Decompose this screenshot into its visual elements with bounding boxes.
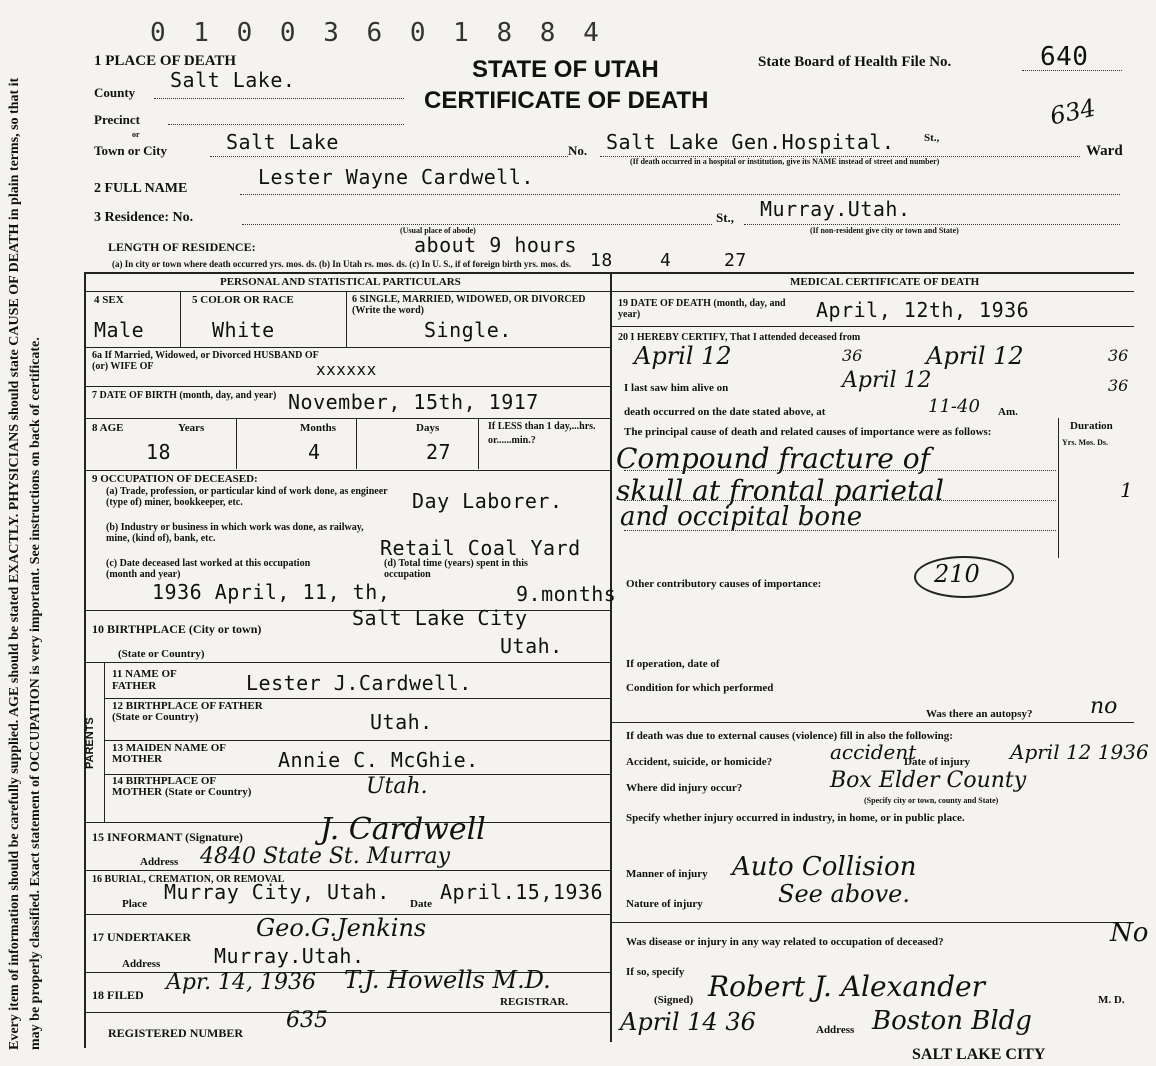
duration-value: 1 [1120, 478, 1133, 502]
occurred-label: death occurred on the date stated above, at [624, 406, 826, 418]
color-label: 5 COLOR OR RACE [192, 294, 294, 306]
code-value: 210 [934, 560, 980, 588]
hospital-value: Salt Lake Gen.Hospital. [606, 130, 895, 154]
residence-st-label: St., [716, 210, 735, 225]
operation-label: If operation, date of [626, 658, 720, 670]
burial-date: April.15,1936 [440, 880, 604, 904]
birthplace-label: 10 BIRTHPLACE (City or town) [92, 622, 262, 636]
filed-date: Apr. 14, 1936 [166, 970, 317, 995]
medical-header: MEDICAL CERTIFICATE OF DEATH [790, 276, 980, 288]
abode-note: (Usual place of abode) [400, 226, 476, 235]
serial-number: 0 1 0 0 3 6 0 1 8 8 4 [150, 18, 605, 48]
physician-address: Boston Bldg [872, 1006, 1032, 1036]
manner-label: Manner of injury [626, 868, 708, 880]
informant-label: 15 INFORMANT (Signature) [92, 830, 243, 844]
autopsy-value: no [1090, 694, 1118, 719]
utah-ds: 27 [724, 250, 747, 271]
burial-date-label: Date [410, 898, 432, 910]
signed-label: (Signed) [654, 994, 694, 1006]
residence-city: Murray.Utah. [760, 197, 911, 221]
registrar-label: REGISTRAR. [500, 996, 569, 1008]
dod-label: 19 DATE OF DEATH (month, day, and year) [618, 298, 786, 320]
manner-value: Auto Collision [732, 852, 917, 882]
years-label: Years [178, 422, 205, 434]
lessthan-label: If LESS than 1 day,...hrs. or......min.? [488, 421, 596, 446]
burial-place-label: Place [122, 898, 148, 910]
parents-label: PARENTS [84, 717, 96, 769]
st-label: St., [924, 132, 940, 144]
length-label: LENGTH OF RESIDENCE: [108, 240, 256, 254]
injury-date-label: Date of injury [904, 756, 970, 768]
informant-address-label: Address [140, 856, 179, 868]
hospital-note: (If death occurred in a hospital or institution, give its NAME instead of street and number) [630, 157, 940, 166]
single-label: 6 SINGLE, MARRIED, WIDOWED, OR DIVORCED (Write the word) [352, 294, 586, 316]
father-bp-label: 12 BIRTHPLACE OF FATHER (State or Country) [112, 700, 263, 723]
married-label: 6a If Married, Widowed, or Divorced HUSBAND OF (or) WIFE OF [92, 350, 319, 372]
birthplace-state: Utah. [500, 634, 563, 658]
months-label: Months [300, 422, 337, 434]
birthplace-state-label: (State or Country) [118, 648, 205, 660]
color-value: White [212, 318, 275, 342]
occupation-hint: (a) Trade, profession, or particular kind of work done, as engineer (type of) miner, bookkeeper, etc. [106, 486, 388, 508]
last-saw-date: April 12 [842, 368, 932, 393]
father-bp-value: Utah. [370, 710, 433, 734]
undertaker-label: 17 UNDERTAKER [92, 930, 192, 944]
sex-label: 4 SEX [94, 294, 124, 306]
footer-city: SALT LAKE CITY [912, 1046, 1046, 1063]
nature-label: Nature of injury [626, 898, 703, 910]
attended-year1: 36 [842, 346, 863, 365]
attended-from: April 12 [634, 342, 732, 370]
sign-date: April 14 36 [620, 1008, 756, 1036]
alt-file-no: 634 [1047, 93, 1099, 131]
father-value: Lester J.Cardwell. [246, 671, 472, 695]
undertaker-signature: Geo.G.Jenkins [256, 914, 427, 942]
town-value: Salt Lake [226, 130, 339, 154]
industry-value: Retail Coal Yard [380, 536, 581, 560]
no-label: No. [568, 143, 588, 158]
last-worked-value: 1936 April, 11, th, [152, 580, 391, 604]
nature-value: See above. [778, 880, 910, 908]
sex-value: Male [94, 318, 145, 342]
file-no-label: State Board of Health File No. [758, 54, 952, 70]
single-value: Single. [424, 318, 512, 342]
duration-cols: Yrs. Mos. Ds. [1062, 438, 1108, 447]
cause-line-3: and occipital bone [620, 502, 863, 532]
state-title: STATE OF UTAH [472, 56, 659, 83]
occupation-value: Day Laborer. [412, 489, 563, 513]
certificate-title: CERTIFICATE OF DEATH [424, 87, 709, 114]
length-line: (a) In city or town where death occurred yrs. mos. ds. (b) In Utah rs. mos. ds. (c) In U. S., if of foreign birth yrs. mos. ds. [112, 259, 572, 269]
certify-text: 20 I HEREBY CERTIFY, That I attended deceased from [618, 332, 861, 343]
external-label: If death was due to external causes (violence) fill in also the following: [626, 730, 953, 742]
accident-value: accident [830, 740, 917, 764]
accident-label: Accident, suicide, or homicide? [626, 756, 773, 768]
age-label: 8 AGE [92, 422, 124, 434]
last-saw-label: I last saw him alive on [624, 382, 729, 394]
specify-label: Specify whether injury occurred in industry, in home, or in public place. [626, 812, 965, 824]
or-label: or [132, 130, 140, 139]
utah-yrs: 18 [590, 250, 613, 271]
age-days: 27 [426, 440, 452, 464]
industry-hint: (b) Industry or business in which work was done, as railway, mine, (kind of), bank, etc. [106, 522, 364, 544]
dod-value: April, 12th, 1936 [816, 298, 1030, 322]
residence-label: 3 Residence: No. [94, 210, 194, 225]
father-label: 11 NAME OF FATHER [112, 668, 177, 692]
birthplace-city: Salt Lake City [352, 606, 528, 630]
physician-signature: Robert J. Alexander [708, 970, 985, 1003]
mother-bp-value: Utah. [366, 774, 428, 799]
regnum-label: REGISTERED NUMBER [108, 1026, 244, 1040]
autopsy-label: Was there an autopsy? [926, 708, 1033, 720]
full-name-value: Lester Wayne Cardwell. [258, 165, 534, 189]
duration-label: Duration [1070, 420, 1113, 432]
condition-label: Condition for which performed [626, 682, 774, 694]
cause-label: The principal cause of death and related causes of importance were as follows: [624, 426, 992, 438]
am-label: Am. [998, 406, 1018, 418]
related-label: Was disease or injury in any way related to occupation of deceased? [626, 936, 944, 948]
county-label: County [94, 85, 136, 100]
regnum-value: 635 [286, 1008, 328, 1033]
instructions-sidebar [4, 70, 68, 1050]
attended-to: April 12 [926, 342, 1024, 370]
contributory-label: Other contributory causes of importance: [626, 578, 822, 590]
age-months: 4 [308, 440, 321, 464]
time-value: 11-40 [928, 396, 980, 417]
attended-year2: 36 [1108, 346, 1129, 365]
ifso-label: If so, specify [626, 966, 685, 978]
cause-line-2: skull at frontal parietal [616, 474, 944, 507]
undertaker-address-label: Address [122, 958, 161, 970]
ward-label: Ward [1086, 143, 1123, 159]
full-name-label: 2 FULL NAME [94, 181, 188, 196]
undertaker-address: Murray.Utah. [214, 944, 365, 968]
total-time-hint: (d) Total time (years) spent in this occupation [384, 558, 528, 580]
last-saw-year: 36 [1108, 376, 1129, 395]
days-label: Days [416, 422, 440, 434]
spouse-value: xxxxxx [316, 360, 377, 379]
personal-header: PERSONAL AND STATISTICAL PARTICULARS [220, 276, 461, 288]
cause-line-1: Compound fracture of [616, 442, 930, 475]
county-value: Salt Lake. [170, 68, 296, 92]
dob-label: 7 DATE OF BIRTH (month, day, and year) [92, 390, 277, 401]
md-label: M. D. [1098, 994, 1125, 1006]
mother-value: Annie C. McGhie. [278, 748, 479, 772]
precinct-label: Precinct [94, 112, 140, 127]
utah-mos: 4 [660, 250, 672, 271]
where-note: (Specify city or town, county and State) [864, 796, 999, 805]
last-worked-hint: (c) Date deceased last worked at this occupation (month and year) [106, 558, 311, 580]
physician-address-label: Address [816, 1024, 855, 1036]
mother-bp-label: 14 BIRTHPLACE OF MOTHER (State or Country) [112, 775, 252, 798]
mother-label: 13 MAIDEN NAME OF MOTHER [112, 742, 226, 765]
occupation-label: 9 OCCUPATION OF DECEASED: [92, 473, 258, 485]
instructions-text: Every item of information should be carefully supplied. AGE should be stated EXACTLY. PHYSICIANS should state CAUSE OF DEATH in plain terms, so that it may be properly classified. Exact statement of OCCUPATION is very important. See instructions on back of certificate. [7, 77, 43, 1050]
burial-label: 16 BURIAL, CREMATION, OR REMOVAL [92, 874, 285, 885]
related-value: No [1110, 918, 1149, 948]
file-no: 640 [1040, 42, 1089, 72]
injury-date: April 12 1936 [1010, 740, 1149, 764]
informant-signature: J. Cardwell [320, 812, 486, 847]
where-value: Box Elder County [830, 768, 1027, 793]
town-label: Town or City [94, 143, 167, 158]
filed-label: 18 FILED [92, 988, 144, 1002]
dob-value: November, 15th, 1917 [288, 390, 539, 414]
burial-place: Murray City, Utah. [164, 880, 390, 904]
age-years: 18 [146, 440, 172, 464]
registrar-signature: T.J. Howells M.D. [344, 966, 551, 994]
where-label: Where did injury occur? [626, 782, 743, 794]
nonres-note: (If non-resident give city or town and State) [810, 226, 959, 235]
informant-address: 4840 State St. Murray [200, 844, 451, 869]
place-of-death-label: 1 PLACE OF DEATH [94, 53, 237, 69]
total-time-value: 9.months [516, 582, 617, 606]
length-hours: about 9 hours [414, 233, 578, 257]
